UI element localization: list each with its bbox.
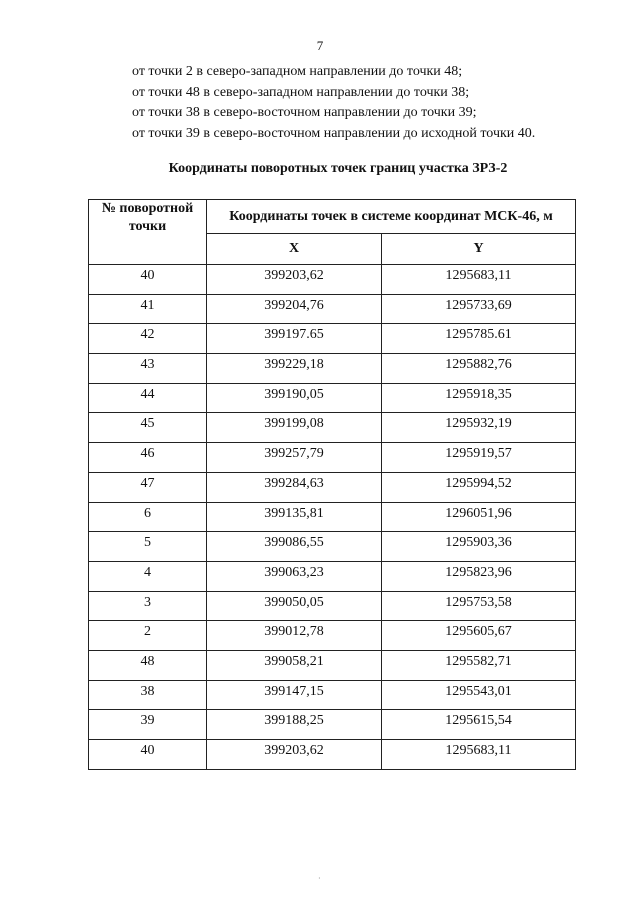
point-cell: 41 [89, 294, 207, 324]
x-cell: 399058,21 [207, 650, 382, 680]
point-cell: 40 [89, 740, 207, 770]
y-cell: 1295932,19 [382, 413, 576, 443]
y-cell: 1295605,67 [382, 621, 576, 651]
y-cell: 1295683,11 [382, 265, 576, 295]
boundary-line: от точки 39 в северо-восточном направлении до исходной точки 40. [132, 125, 536, 141]
table-row [89, 650, 576, 680]
y-cell: 1295919,57 [382, 443, 576, 473]
x-cell: 399063,23 [207, 561, 382, 591]
point-cell: 42 [89, 324, 207, 354]
point-cell: 38 [89, 680, 207, 710]
point-cell: 48 [89, 650, 207, 680]
point-cell: 46 [89, 443, 207, 473]
point-cell: 6 [89, 502, 207, 532]
table-row [89, 591, 576, 621]
x-cell: 399257,79 [207, 443, 382, 473]
x-cell: 399147,15 [207, 680, 382, 710]
y-cell: 1295543,01 [382, 680, 576, 710]
x-cell: 399229,18 [207, 354, 382, 384]
x-cell: 399197.65 [207, 324, 382, 354]
coordinates-table [88, 199, 576, 770]
x-cell: 399050,05 [207, 591, 382, 621]
y-cell: 1296051,96 [382, 502, 576, 532]
point-cell: 2 [89, 621, 207, 651]
table-row [89, 532, 576, 562]
table-row [89, 502, 576, 532]
coordinate-system-header: Координаты точек в системе координат МСК-46, м [207, 200, 576, 234]
point-cell: 39 [89, 710, 207, 740]
footer-mark: · [318, 874, 321, 883]
page-number: 7 [316, 38, 324, 53]
x-column-header: X [207, 234, 382, 265]
point-cell: 44 [89, 383, 207, 413]
point-cell: 3 [89, 591, 207, 621]
point-cell: 43 [89, 354, 207, 384]
y-cell: 1295753,58 [382, 591, 576, 621]
table-row [89, 354, 576, 384]
section-title: Координаты поворотных точек границ участка ЗРЗ-2 [168, 161, 508, 176]
x-cell: 399203,62 [207, 740, 382, 770]
point-cell: 47 [89, 472, 207, 502]
table-row [89, 561, 576, 591]
y-cell: 1295918,35 [382, 383, 576, 413]
table-row [89, 413, 576, 443]
y-cell: 1295615,54 [382, 710, 576, 740]
table-row [89, 472, 576, 502]
point-cell: 5 [89, 532, 207, 562]
x-cell: 399284,63 [207, 472, 382, 502]
table-row [89, 710, 576, 740]
y-cell: 1295882,76 [382, 354, 576, 384]
x-cell: 399012,78 [207, 621, 382, 651]
x-cell: 399199,08 [207, 413, 382, 443]
table-body [89, 265, 576, 770]
point-cell: 45 [89, 413, 207, 443]
y-column-header: Y [382, 234, 576, 265]
table-row [89, 383, 576, 413]
y-cell: 1295823,96 [382, 561, 576, 591]
point-cell: 40 [89, 265, 207, 295]
boundary-line: от точки 48 в северо-западном направлении до точки 38; [132, 84, 470, 100]
x-cell: 399135,81 [207, 502, 382, 532]
table-row [89, 680, 576, 710]
x-cell: 399188,25 [207, 710, 382, 740]
y-cell: 1295785.61 [382, 324, 576, 354]
x-cell: 399203,62 [207, 265, 382, 295]
table-row [89, 324, 576, 354]
y-cell: 1295903,36 [382, 532, 576, 562]
point-cell: 4 [89, 561, 207, 591]
table-row [89, 265, 576, 295]
boundary-description [132, 62, 535, 144]
y-cell: 1295733,69 [382, 294, 576, 324]
table-row [89, 443, 576, 473]
table-row [89, 294, 576, 324]
x-cell: 399086,55 [207, 532, 382, 562]
x-cell: 399204,76 [207, 294, 382, 324]
point-number-header: № поворотной точки [89, 200, 207, 265]
y-cell: 1295683,11 [382, 740, 576, 770]
y-cell: 1295582,71 [382, 650, 576, 680]
y-cell: 1295994,52 [382, 472, 576, 502]
table-header-row [89, 200, 576, 234]
boundary-line: от точки 38 в северо-восточном направлении до точки 39; [132, 105, 477, 120]
table-row [89, 621, 576, 651]
x-cell: 399190,05 [207, 383, 382, 413]
boundary-line: от точки 2 в северо-западном направлении до точки 48; [132, 64, 463, 79]
table-row [89, 740, 576, 770]
